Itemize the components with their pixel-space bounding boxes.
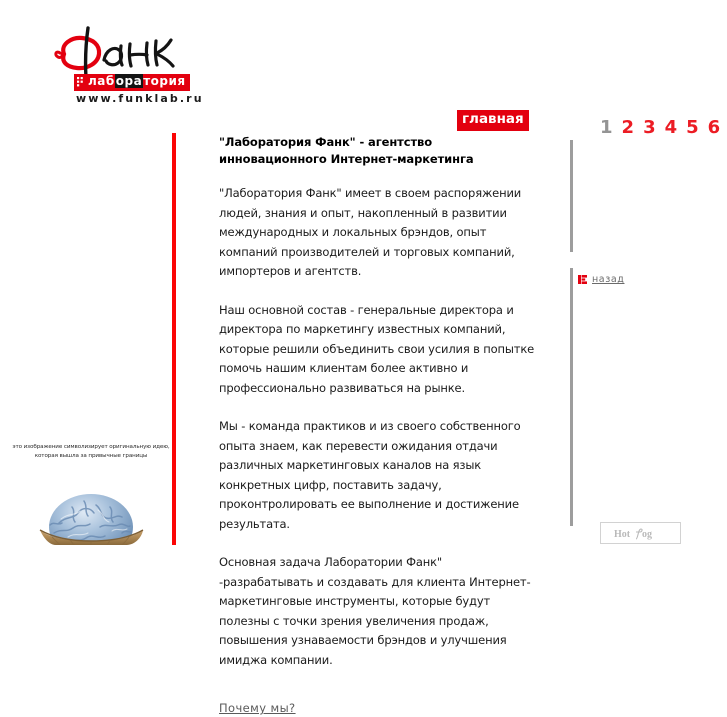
back-link-label[interactable]: назад [592,274,625,285]
tab-main[interactable] [452,108,532,132]
pagination-page-4[interactable]: 4 [664,117,678,138]
body-paragraph-4: Основная задача Лаборатории Фанк" -разрабатывать и создавать для клиента Интернет-маркетинговые инструменты, которые будут полезны с точки зрения увеличения продаж, повышения узнаваемости брэндов и улучшения имиджа компании. [219,555,531,667]
main-content [219,134,537,717]
hotlog-counter-badge[interactable] [600,522,681,544]
red-vertical-divider [172,133,176,545]
sidebar-image-caption: это изображение символизирует оригинальную идею, которая вышла за привычные границы [12,444,170,459]
pagination-page-3[interactable]: 3 [643,117,656,138]
pagination-page-6[interactable]: 6 [707,117,721,138]
hotlog-logo-icon [614,527,668,540]
back-link[interactable] [578,274,624,285]
logo-banner-text: лаборатория [88,74,186,88]
pagination-page-5[interactable]: 5 [686,117,699,138]
pagination-page-2[interactable]: 2 [621,117,635,138]
logo-banner [74,74,190,91]
body-paragraph-1: "Лаборатория Фанк" имеет в своем распоряжении людей, знания и опыт, накопленный в развитии международных и локальных брэндов, опыт компаний производителей и торговых компаний, импортеров и агентств. [219,186,522,278]
svg-text:og: og [641,528,652,540]
svg-text:Hot: Hot [613,528,630,540]
left-arrow-icon [578,275,587,284]
why-us-link[interactable]: Почему мы? [219,701,296,715]
logo-url-text: www.funklab.ru [76,92,204,105]
page-title: "Лаборатория Фанк" - агентство инновационного Интернет-маркетинга [219,135,474,166]
logo-banner-dots-icon [77,76,88,88]
pagination [600,119,720,137]
tab-main-label: главная [457,110,529,131]
site-logo[interactable] [30,24,204,114]
brain-in-walnut-image [26,483,156,545]
body-paragraph-2: Наш основной состав - генеральные директора и директора по маркетингу известных компаний, которые решили объединить свои усилия в попытке помочь нашим клиентам более активно и профессионально развиваться на рынке. [219,302,535,395]
gray-vertical-divider-lower [570,268,573,526]
pagination-page-1: 1 [600,117,613,138]
body-paragraph-3: Мы - команда практиков и из своего собственного опыта знаем, как перевести ожидания отдачи различных маркетинговых каналов на язык конкретных цифр, поставить задачу, проконтролировать ее выполнение и достижение результата. [219,419,521,531]
gray-vertical-divider-upper [570,140,573,252]
